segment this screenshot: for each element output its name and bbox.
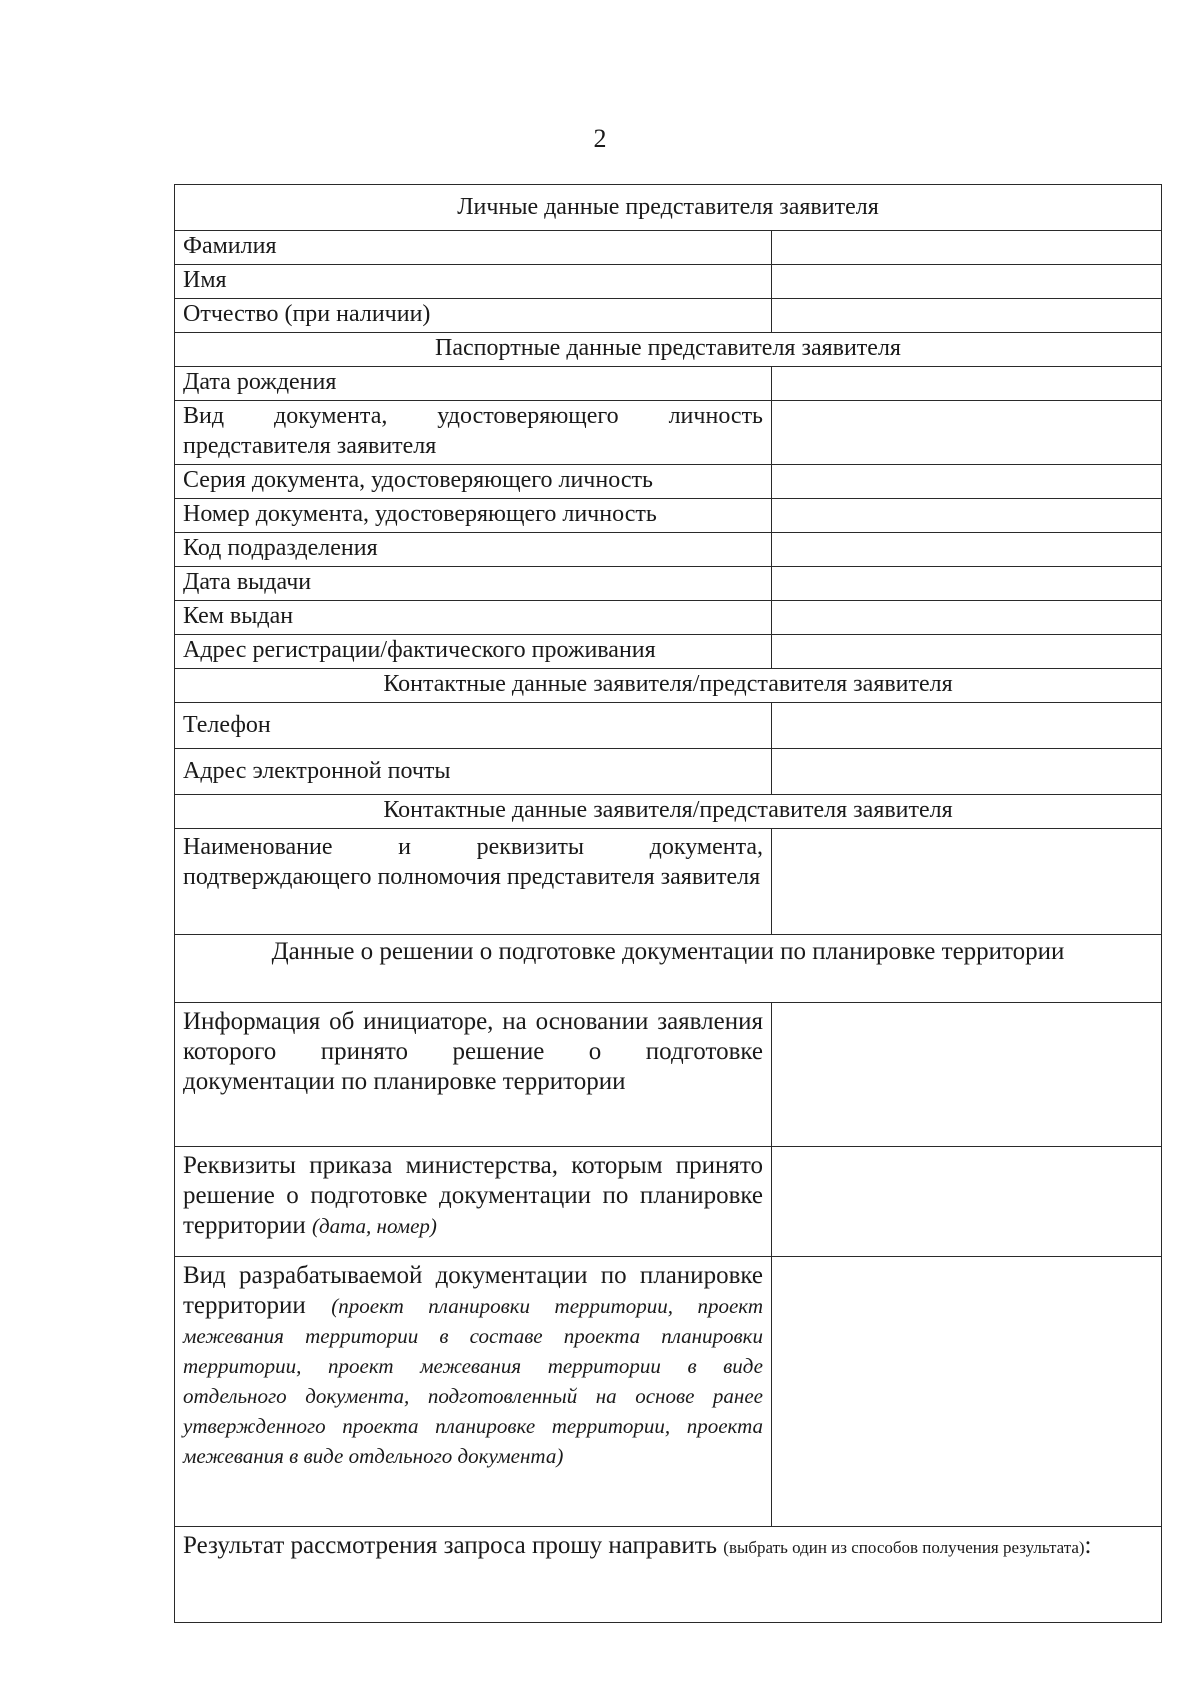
order-details-text: Реквизиты приказа министерства, которым принято решение о подготовке документации по планировке территории bbox=[183, 1152, 763, 1239]
label-doc-kind bbox=[175, 1257, 772, 1527]
value-patronymic[interactable] bbox=[772, 299, 1162, 333]
value-email[interactable] bbox=[772, 749, 1162, 795]
label-order-details bbox=[175, 1147, 772, 1257]
label-last-name: Фамилия bbox=[175, 231, 772, 265]
value-doc-kind[interactable] bbox=[772, 1257, 1162, 1527]
label-patronymic: Отчество (при наличии) bbox=[175, 299, 772, 333]
result-text: Результат рассмотрения запроса прошу направить bbox=[183, 1532, 718, 1559]
label-doc-number: Номер документа, удостоверяющего личность bbox=[175, 499, 772, 533]
value-division-code[interactable] bbox=[772, 533, 1162, 567]
page-number: 2 bbox=[593, 124, 607, 153]
value-authority-doc[interactable] bbox=[772, 829, 1162, 935]
label-doc-series: Серия документа, удостоверяющего личность bbox=[175, 465, 772, 499]
label-first-name: Имя bbox=[175, 265, 772, 299]
label-address: Адрес регистрации/фактического проживания bbox=[175, 635, 772, 669]
value-address[interactable] bbox=[772, 635, 1162, 669]
section-contact-header-2: Контактные данные заявителя/представителя заявителя bbox=[175, 795, 1162, 829]
label-email: Адрес электронной почты bbox=[175, 749, 772, 795]
label-issued-by: Кем выдан bbox=[175, 601, 772, 635]
result-delivery-row[interactable] bbox=[175, 1527, 1162, 1623]
doc-kind-text: Вид разрабатываемой документации по планировке территории bbox=[183, 1262, 763, 1319]
label-doc-type: Вид документа, удостоверяющего личность представителя заявителя bbox=[175, 401, 772, 465]
section-contact-header: Контактные данные заявителя/представителя заявителя bbox=[175, 669, 1162, 703]
section-personal-header: Личные данные представителя заявителя bbox=[175, 185, 1162, 231]
label-phone: Телефон bbox=[175, 703, 772, 749]
value-issue-date[interactable] bbox=[772, 567, 1162, 601]
value-phone[interactable] bbox=[772, 703, 1162, 749]
value-issued-by[interactable] bbox=[772, 601, 1162, 635]
value-birth-date[interactable] bbox=[772, 367, 1162, 401]
section-decision-header: Данные о решении о подготовке документации по планировке территории bbox=[175, 935, 1162, 1003]
order-details-note: (дата, номер) bbox=[312, 1214, 437, 1238]
result-colon: : bbox=[1084, 1532, 1092, 1559]
applicant-representative-form bbox=[174, 184, 1162, 1623]
value-doc-series[interactable] bbox=[772, 465, 1162, 499]
result-note: (выбрать один из способов получения результата) bbox=[723, 1538, 1085, 1557]
label-initiator-info: Информация об инициаторе, на основании заявления которого принято решение о подготовке документации по планировке территории bbox=[175, 1003, 772, 1147]
label-division-code: Код подразделения bbox=[175, 533, 772, 567]
label-issue-date: Дата выдачи bbox=[175, 567, 772, 601]
label-authority-doc: Наименование и реквизиты документа, подтверждающего полномочия представителя заявителя bbox=[175, 829, 772, 935]
label-birth-date: Дата рождения bbox=[175, 367, 772, 401]
value-order-details[interactable] bbox=[772, 1147, 1162, 1257]
value-first-name[interactable] bbox=[772, 265, 1162, 299]
value-doc-number[interactable] bbox=[772, 499, 1162, 533]
value-last-name[interactable] bbox=[772, 231, 1162, 265]
doc-kind-note: (проект планировки территории, проект межевания территории в составе проекта планировки территории, проект межевания территории в виде отдельного документа, подготовленный на основе ранее утвержденного проекта планировке территории, проекта межевания в виде отдельного документа) bbox=[183, 1294, 763, 1468]
section-passport-header: Паспортные данные представителя заявителя bbox=[175, 333, 1162, 367]
value-doc-type[interactable] bbox=[772, 401, 1162, 465]
value-initiator-info[interactable] bbox=[772, 1003, 1162, 1147]
